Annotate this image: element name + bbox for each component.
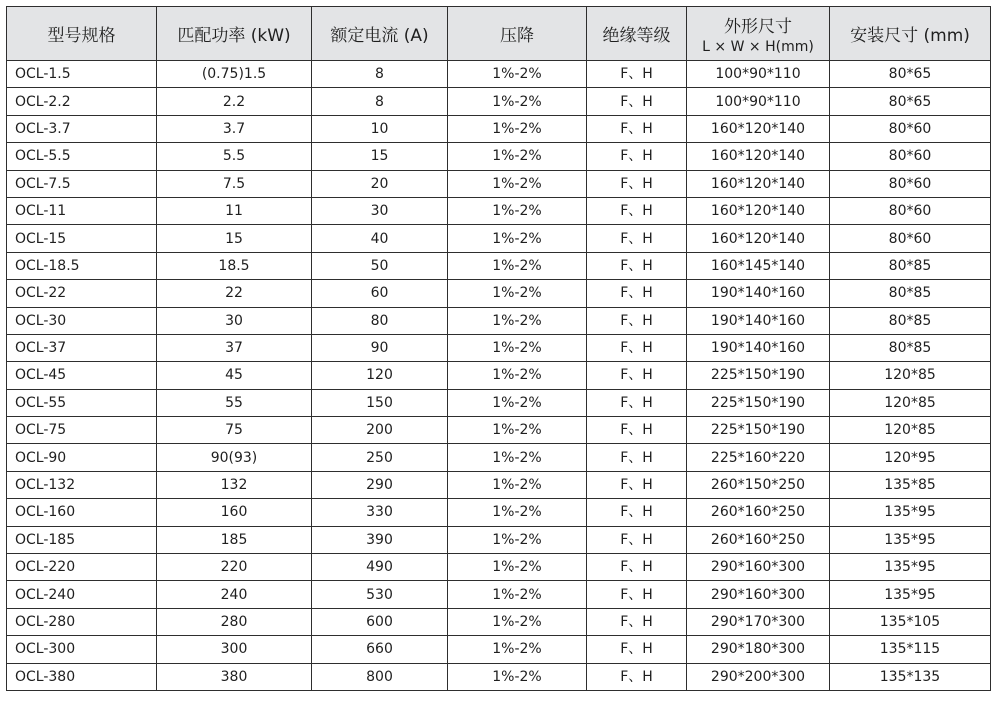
cell-current: 80 xyxy=(312,307,448,334)
cell-model: OCL-7.5 xyxy=(7,170,157,197)
cell-mounting: 120*85 xyxy=(830,362,991,389)
cell-insulation: F、H xyxy=(587,526,687,553)
cell-insulation: F、H xyxy=(587,636,687,663)
cell-mounting: 80*65 xyxy=(830,88,991,115)
cell-dimensions: 100*90*110 xyxy=(687,61,830,88)
cell-dimensions: 190*140*160 xyxy=(687,307,830,334)
cell-insulation: F、H xyxy=(587,499,687,526)
cell-insulation: F、H xyxy=(587,334,687,361)
cell-model: OCL-15 xyxy=(7,225,157,252)
cell-current: 10 xyxy=(312,115,448,142)
cell-voltage-drop: 1%-2% xyxy=(448,252,587,279)
cell-voltage-drop: 1%-2% xyxy=(448,143,587,170)
table-row xyxy=(7,554,991,581)
cell-voltage-drop: 1%-2% xyxy=(448,362,587,389)
cell-current: 8 xyxy=(312,61,448,88)
cell-insulation: F、H xyxy=(587,389,687,416)
cell-voltage-drop: 1%-2% xyxy=(448,307,587,334)
cell-voltage-drop: 1%-2% xyxy=(448,88,587,115)
cell-insulation: F、H xyxy=(587,554,687,581)
cell-insulation: F、H xyxy=(587,417,687,444)
cell-insulation: F、H xyxy=(587,307,687,334)
table-row xyxy=(7,417,991,444)
cell-power: 75 xyxy=(157,417,312,444)
cell-model: OCL-300 xyxy=(7,636,157,663)
cell-dimensions: 290*170*300 xyxy=(687,608,830,635)
header-label: 型号规格 xyxy=(47,26,116,46)
cell-model: OCL-3.7 xyxy=(7,115,157,142)
cell-mounting: 135*115 xyxy=(830,636,991,663)
cell-current: 250 xyxy=(312,444,448,471)
header-col-insulation xyxy=(587,7,687,61)
cell-dimensions: 100*90*110 xyxy=(687,88,830,115)
cell-current: 8 xyxy=(312,88,448,115)
cell-insulation: F、H xyxy=(587,225,687,252)
cell-power: 18.5 xyxy=(157,252,312,279)
cell-current: 150 xyxy=(312,389,448,416)
cell-power: 5.5 xyxy=(157,143,312,170)
cell-voltage-drop: 1%-2% xyxy=(448,170,587,197)
cell-power: 7.5 xyxy=(157,170,312,197)
cell-model: OCL-2.2 xyxy=(7,88,157,115)
cell-voltage-drop: 1%-2% xyxy=(448,636,587,663)
cell-dimensions: 225*160*220 xyxy=(687,444,830,471)
cell-model: OCL-240 xyxy=(7,581,157,608)
cell-power: 45 xyxy=(157,362,312,389)
table-row xyxy=(7,389,991,416)
cell-insulation: F、H xyxy=(587,143,687,170)
cell-power: 132 xyxy=(157,471,312,498)
table-row xyxy=(7,170,991,197)
cell-power: 15 xyxy=(157,225,312,252)
cell-voltage-drop: 1%-2% xyxy=(448,417,587,444)
cell-model: OCL-280 xyxy=(7,608,157,635)
cell-power: 300 xyxy=(157,636,312,663)
cell-mounting: 135*95 xyxy=(830,554,991,581)
cell-model: OCL-22 xyxy=(7,280,157,307)
cell-dimensions: 290*160*300 xyxy=(687,554,830,581)
header-row xyxy=(7,7,991,61)
cell-current: 200 xyxy=(312,417,448,444)
cell-insulation: F、H xyxy=(587,471,687,498)
cell-power: 280 xyxy=(157,608,312,635)
cell-mounting: 80*60 xyxy=(830,170,991,197)
header-label: 额定电流 (A) xyxy=(330,26,429,46)
cell-power: 22 xyxy=(157,280,312,307)
cell-mounting: 120*85 xyxy=(830,389,991,416)
cell-voltage-drop: 1%-2% xyxy=(448,197,587,224)
cell-dimensions: 160*120*140 xyxy=(687,197,830,224)
cell-mounting: 135*95 xyxy=(830,526,991,553)
cell-insulation: F、H xyxy=(587,61,687,88)
table-row xyxy=(7,526,991,553)
cell-voltage-drop: 1%-2% xyxy=(448,334,587,361)
cell-insulation: F、H xyxy=(587,115,687,142)
cell-insulation: F、H xyxy=(587,581,687,608)
cell-dimensions: 290*200*300 xyxy=(687,663,830,690)
header-sublabel: L × W × H(mm) xyxy=(702,39,814,55)
header-col-model xyxy=(7,7,157,61)
header-label: 安装尺寸 (mm) xyxy=(850,26,970,46)
cell-insulation: F、H xyxy=(587,362,687,389)
header-label: 外形尺寸 xyxy=(724,17,792,37)
table-row xyxy=(7,581,991,608)
cell-voltage-drop: 1%-2% xyxy=(448,61,587,88)
cell-mounting: 80*60 xyxy=(830,225,991,252)
cell-current: 90 xyxy=(312,334,448,361)
cell-voltage-drop: 1%-2% xyxy=(448,663,587,690)
cell-insulation: F、H xyxy=(587,170,687,197)
table-row xyxy=(7,225,991,252)
cell-voltage-drop: 1%-2% xyxy=(448,280,587,307)
cell-current: 40 xyxy=(312,225,448,252)
cell-model: OCL-45 xyxy=(7,362,157,389)
table-row xyxy=(7,307,991,334)
cell-current: 60 xyxy=(312,280,448,307)
cell-mounting: 80*60 xyxy=(830,143,991,170)
cell-current: 120 xyxy=(312,362,448,389)
header-col-current xyxy=(312,7,448,61)
cell-insulation: F、H xyxy=(587,252,687,279)
cell-model: OCL-75 xyxy=(7,417,157,444)
table-row xyxy=(7,608,991,635)
cell-dimensions: 260*150*250 xyxy=(687,471,830,498)
cell-model: OCL-18.5 xyxy=(7,252,157,279)
cell-current: 490 xyxy=(312,554,448,581)
header-col-voltage-drop xyxy=(448,7,587,61)
cell-mounting: 80*65 xyxy=(830,61,991,88)
cell-current: 50 xyxy=(312,252,448,279)
table-header xyxy=(7,7,991,61)
cell-current: 600 xyxy=(312,608,448,635)
cell-mounting: 120*85 xyxy=(830,417,991,444)
cell-model: OCL-37 xyxy=(7,334,157,361)
table-row xyxy=(7,663,991,690)
cell-dimensions: 190*140*160 xyxy=(687,280,830,307)
cell-dimensions: 225*150*190 xyxy=(687,362,830,389)
cell-dimensions: 290*160*300 xyxy=(687,581,830,608)
table-row xyxy=(7,115,991,142)
table-body xyxy=(7,61,991,691)
cell-voltage-drop: 1%-2% xyxy=(448,444,587,471)
cell-power: 37 xyxy=(157,334,312,361)
cell-voltage-drop: 1%-2% xyxy=(448,115,587,142)
table-row xyxy=(7,88,991,115)
table-row xyxy=(7,444,991,471)
cell-mounting: 80*85 xyxy=(830,252,991,279)
cell-insulation: F、H xyxy=(587,197,687,224)
cell-model: OCL-132 xyxy=(7,471,157,498)
cell-power: 90(93) xyxy=(157,444,312,471)
cell-power: 160 xyxy=(157,499,312,526)
cell-power: 185 xyxy=(157,526,312,553)
cell-power: 220 xyxy=(157,554,312,581)
cell-model: OCL-30 xyxy=(7,307,157,334)
cell-mounting: 135*85 xyxy=(830,471,991,498)
cell-mounting: 80*85 xyxy=(830,307,991,334)
cell-current: 20 xyxy=(312,170,448,197)
cell-model: OCL-1.5 xyxy=(7,61,157,88)
table-row xyxy=(7,499,991,526)
cell-power: 240 xyxy=(157,581,312,608)
table-row xyxy=(7,280,991,307)
cell-power: 380 xyxy=(157,663,312,690)
cell-current: 30 xyxy=(312,197,448,224)
cell-mounting: 135*95 xyxy=(830,581,991,608)
cell-power: 30 xyxy=(157,307,312,334)
cell-dimensions: 160*120*140 xyxy=(687,170,830,197)
cell-voltage-drop: 1%-2% xyxy=(448,608,587,635)
cell-mounting: 135*105 xyxy=(830,608,991,635)
cell-voltage-drop: 1%-2% xyxy=(448,225,587,252)
cell-current: 330 xyxy=(312,499,448,526)
cell-power: 11 xyxy=(157,197,312,224)
cell-insulation: F、H xyxy=(587,280,687,307)
cell-mounting: 80*85 xyxy=(830,280,991,307)
cell-dimensions: 160*120*140 xyxy=(687,143,830,170)
cell-voltage-drop: 1%-2% xyxy=(448,581,587,608)
cell-dimensions: 225*150*190 xyxy=(687,417,830,444)
header-label: 压降 xyxy=(500,26,534,46)
cell-voltage-drop: 1%-2% xyxy=(448,471,587,498)
cell-mounting: 135*135 xyxy=(830,663,991,690)
header-col-power xyxy=(157,7,312,61)
spec-table xyxy=(6,6,991,691)
cell-insulation: F、H xyxy=(587,608,687,635)
cell-current: 530 xyxy=(312,581,448,608)
cell-mounting: 80*60 xyxy=(830,115,991,142)
cell-mounting: 120*95 xyxy=(830,444,991,471)
cell-current: 800 xyxy=(312,663,448,690)
cell-voltage-drop: 1%-2% xyxy=(448,554,587,581)
cell-model: OCL-160 xyxy=(7,499,157,526)
cell-current: 15 xyxy=(312,143,448,170)
cell-dimensions: 160*120*140 xyxy=(687,115,830,142)
table-row xyxy=(7,471,991,498)
cell-current: 660 xyxy=(312,636,448,663)
cell-dimensions: 160*120*140 xyxy=(687,225,830,252)
cell-model: OCL-220 xyxy=(7,554,157,581)
table-row xyxy=(7,143,991,170)
table-row xyxy=(7,197,991,224)
header-label: 匹配功率 (kW) xyxy=(177,26,291,46)
cell-model: OCL-380 xyxy=(7,663,157,690)
cell-model: OCL-90 xyxy=(7,444,157,471)
cell-insulation: F、H xyxy=(587,88,687,115)
cell-dimensions: 290*180*300 xyxy=(687,636,830,663)
cell-voltage-drop: 1%-2% xyxy=(448,526,587,553)
cell-dimensions: 160*145*140 xyxy=(687,252,830,279)
table-row xyxy=(7,252,991,279)
header-label: 绝缘等级 xyxy=(602,26,671,46)
cell-model: OCL-55 xyxy=(7,389,157,416)
cell-insulation: F、H xyxy=(587,444,687,471)
cell-dimensions: 260*160*250 xyxy=(687,526,830,553)
cell-dimensions: 190*140*160 xyxy=(687,334,830,361)
cell-insulation: F、H xyxy=(587,663,687,690)
cell-voltage-drop: 1%-2% xyxy=(448,499,587,526)
cell-mounting: 80*85 xyxy=(830,334,991,361)
cell-power: (0.75)1.5 xyxy=(157,61,312,88)
table-row xyxy=(7,61,991,88)
cell-model: OCL-11 xyxy=(7,197,157,224)
cell-mounting: 80*60 xyxy=(830,197,991,224)
cell-power: 3.7 xyxy=(157,115,312,142)
cell-voltage-drop: 1%-2% xyxy=(448,389,587,416)
table-row xyxy=(7,636,991,663)
cell-model: OCL-185 xyxy=(7,526,157,553)
cell-dimensions: 225*150*190 xyxy=(687,389,830,416)
header-col-dimensions xyxy=(687,7,830,61)
table-row xyxy=(7,334,991,361)
cell-power: 2.2 xyxy=(157,88,312,115)
table-row xyxy=(7,362,991,389)
header-col-mounting xyxy=(830,7,991,61)
cell-power: 55 xyxy=(157,389,312,416)
cell-current: 290 xyxy=(312,471,448,498)
cell-model: OCL-5.5 xyxy=(7,143,157,170)
cell-dimensions: 260*160*250 xyxy=(687,499,830,526)
cell-mounting: 135*95 xyxy=(830,499,991,526)
cell-current: 390 xyxy=(312,526,448,553)
